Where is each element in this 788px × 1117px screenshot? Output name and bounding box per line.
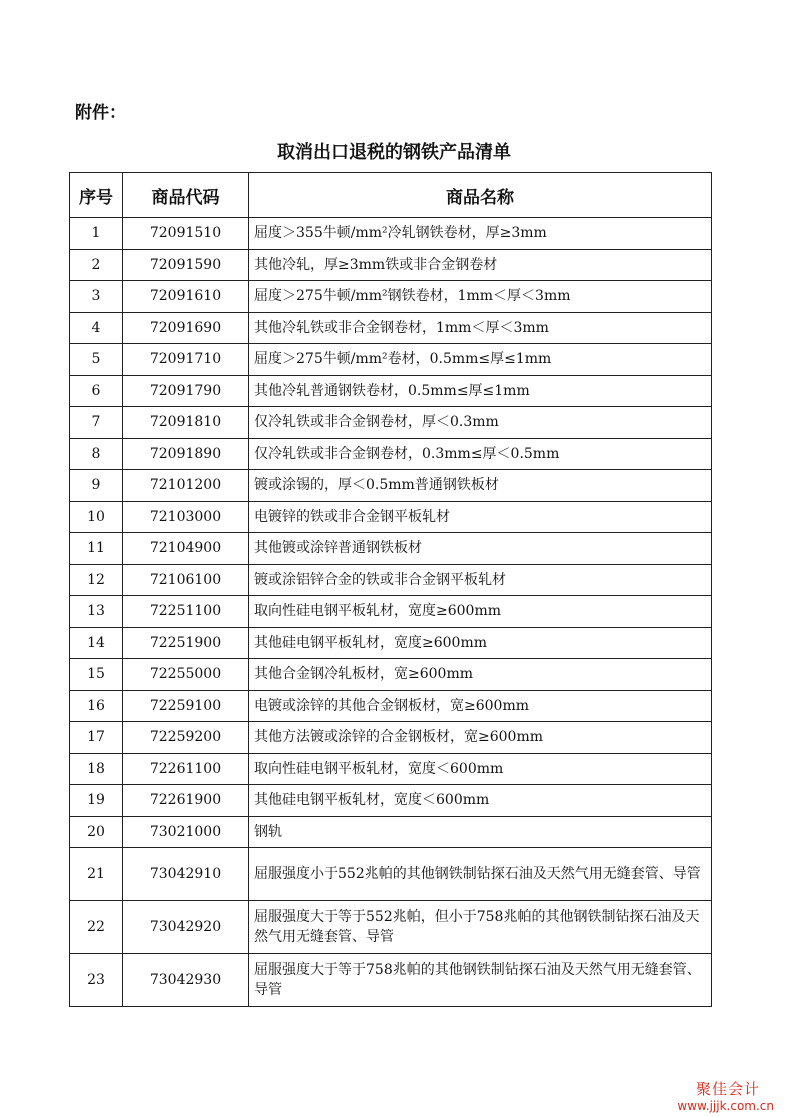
cell-serial-no: 18: [70, 753, 123, 785]
cell-serial-no: 13: [70, 596, 123, 628]
table-row: [70, 533, 712, 565]
cell-product-code: 72259100: [123, 690, 249, 722]
cell-product-name: 电镀锌的铁或非合金钢平板轧材: [249, 501, 712, 533]
table-row: [70, 312, 712, 344]
table-row: [70, 816, 712, 848]
cell-product-name: 屈度＞275牛顿/mm²钢铁卷材，1mm＜厚＜3mm: [249, 281, 712, 313]
table-row: [70, 407, 712, 439]
cell-product-name: 镀或涂锡的，厚＜0.5mm普通钢铁板材: [249, 470, 712, 502]
cell-product-code: 72103000: [123, 501, 249, 533]
cell-product-name: 屈度＞355牛顿/mm²冷轧钢铁卷材，厚≥3mm: [249, 218, 712, 250]
table-row: [70, 659, 712, 691]
cell-product-code: 72091590: [123, 249, 249, 281]
cell-serial-no: 23: [70, 954, 123, 1007]
cell-serial-no: 11: [70, 533, 123, 565]
cell-product-code: 73042930: [123, 954, 249, 1007]
cell-serial-no: 2: [70, 249, 123, 281]
cell-serial-no: 17: [70, 722, 123, 754]
table-row: [70, 753, 712, 785]
cell-product-code: 72091810: [123, 407, 249, 439]
cell-product-name: 其他硅电钢平板轧材，宽度＜600mm: [249, 785, 712, 817]
table-row: [70, 281, 712, 313]
cell-product-name: 取向性硅电钢平板轧材，宽度≥600mm: [249, 596, 712, 628]
cell-serial-no: 1: [70, 218, 123, 250]
cell-product-code: 72091790: [123, 375, 249, 407]
table-row: [70, 848, 712, 901]
cell-product-code: 72251900: [123, 627, 249, 659]
cell-product-name: 其他冷轧铁或非合金钢卷材，1mm＜厚＜3mm: [249, 312, 712, 344]
cell-product-code: 72251100: [123, 596, 249, 628]
cell-product-name: 镀或涂铝锌合金的铁或非合金钢平板轧材: [249, 564, 712, 596]
cell-product-name: 其他镀或涂锌普通钢铁板材: [249, 533, 712, 565]
product-table: [69, 172, 712, 1007]
table-row: [70, 954, 712, 1007]
cell-serial-no: 3: [70, 281, 123, 313]
cell-product-name: 仅冷轧铁或非合金钢卷材，厚＜0.3mm: [249, 407, 712, 439]
cell-serial-no: 21: [70, 848, 123, 901]
document-title: 取消出口退税的钢铁产品清单: [277, 142, 511, 163]
cell-serial-no: 12: [70, 564, 123, 596]
cell-product-code: 72091890: [123, 438, 249, 470]
cell-serial-no: 10: [70, 501, 123, 533]
cell-serial-no: 19: [70, 785, 123, 817]
table-row: [70, 501, 712, 533]
cell-product-code: 73042920: [123, 901, 249, 954]
cell-product-code: 73021000: [123, 816, 249, 848]
cell-product-name: 电镀或涂锌的其他合金钢板材，宽≥600mm: [249, 690, 712, 722]
table-row: [70, 785, 712, 817]
cell-serial-no: 20: [70, 816, 123, 848]
cell-product-name: 其他冷轧普通钢铁卷材，0.5mm≤厚≤1mm: [249, 375, 712, 407]
watermark: [677, 1078, 774, 1113]
table-row: [70, 438, 712, 470]
cell-serial-no: 9: [70, 470, 123, 502]
cell-serial-no: 4: [70, 312, 123, 344]
cell-product-code: 72091610: [123, 281, 249, 313]
table-row: [70, 218, 712, 250]
header-serial-no: 序号: [70, 173, 123, 218]
table-header-row: [70, 173, 712, 218]
cell-serial-no: 8: [70, 438, 123, 470]
cell-product-code: 72091710: [123, 344, 249, 376]
watermark-url: www.jjjk.com.cn: [677, 1099, 774, 1113]
cell-serial-no: 22: [70, 901, 123, 954]
cell-serial-no: 14: [70, 627, 123, 659]
cell-product-name: 屈服强度大于等于758兆帕的其他钢铁制钻探石油及天然气用无缝套管、导管: [249, 954, 712, 1007]
table-row: [70, 344, 712, 376]
cell-product-code: 72101200: [123, 470, 249, 502]
attachment-label: 附件：: [75, 103, 126, 123]
table-row: [70, 596, 712, 628]
cell-product-name: 钢轨: [249, 816, 712, 848]
cell-product-code: 72255000: [123, 659, 249, 691]
cell-serial-no: 15: [70, 659, 123, 691]
cell-serial-no: 16: [70, 690, 123, 722]
cell-serial-no: 6: [70, 375, 123, 407]
cell-product-name: 其他方法镀或涂锌的合金钢板材，宽≥600mm: [249, 722, 712, 754]
cell-product-name: 屈服强度小于552兆帕的其他钢铁制钻探石油及天然气用无缝套管、导管: [249, 848, 712, 901]
cell-product-code: 72104900: [123, 533, 249, 565]
watermark-brand: 聚佳会计: [695, 1080, 760, 1098]
cell-product-name: 仅冷轧铁或非合金钢卷材，0.3mm≤厚＜0.5mm: [249, 438, 712, 470]
table-body: [70, 218, 712, 1007]
table-row: [70, 901, 712, 954]
cell-product-code: 72091510: [123, 218, 249, 250]
table-row: [70, 249, 712, 281]
cell-product-name: 屈度＞275牛顿/mm²卷材，0.5mm≤厚≤1mm: [249, 344, 712, 376]
cell-serial-no: 5: [70, 344, 123, 376]
cell-product-code: 72106100: [123, 564, 249, 596]
table-row: [70, 722, 712, 754]
cell-product-name: 屈服强度大于等于552兆帕，但小于758兆帕的其他钢铁制钻探石油及天然气用无缝套管、导管: [249, 901, 712, 954]
header-product-code: 商品代码: [123, 173, 249, 218]
cell-product-name: 其他冷轧，厚≥3mm铁或非合金钢卷材: [249, 249, 712, 281]
table-row: [70, 627, 712, 659]
cell-serial-no: 7: [70, 407, 123, 439]
cell-product-code: 72091690: [123, 312, 249, 344]
cell-product-code: 72261900: [123, 785, 249, 817]
table-row: [70, 564, 712, 596]
table-row: [70, 690, 712, 722]
header-product-name: 商品名称: [249, 173, 712, 218]
cell-product-code: 72259200: [123, 722, 249, 754]
cell-product-code: 73042910: [123, 848, 249, 901]
cell-product-name: 其他硅电钢平板轧材，宽度≥600mm: [249, 627, 712, 659]
table-row: [70, 375, 712, 407]
cell-product-code: 72261100: [123, 753, 249, 785]
table-row: [70, 470, 712, 502]
cell-product-name: 取向性硅电钢平板轧材，宽度＜600mm: [249, 753, 712, 785]
cell-product-name: 其他合金钢冷轧板材，宽≥600mm: [249, 659, 712, 691]
